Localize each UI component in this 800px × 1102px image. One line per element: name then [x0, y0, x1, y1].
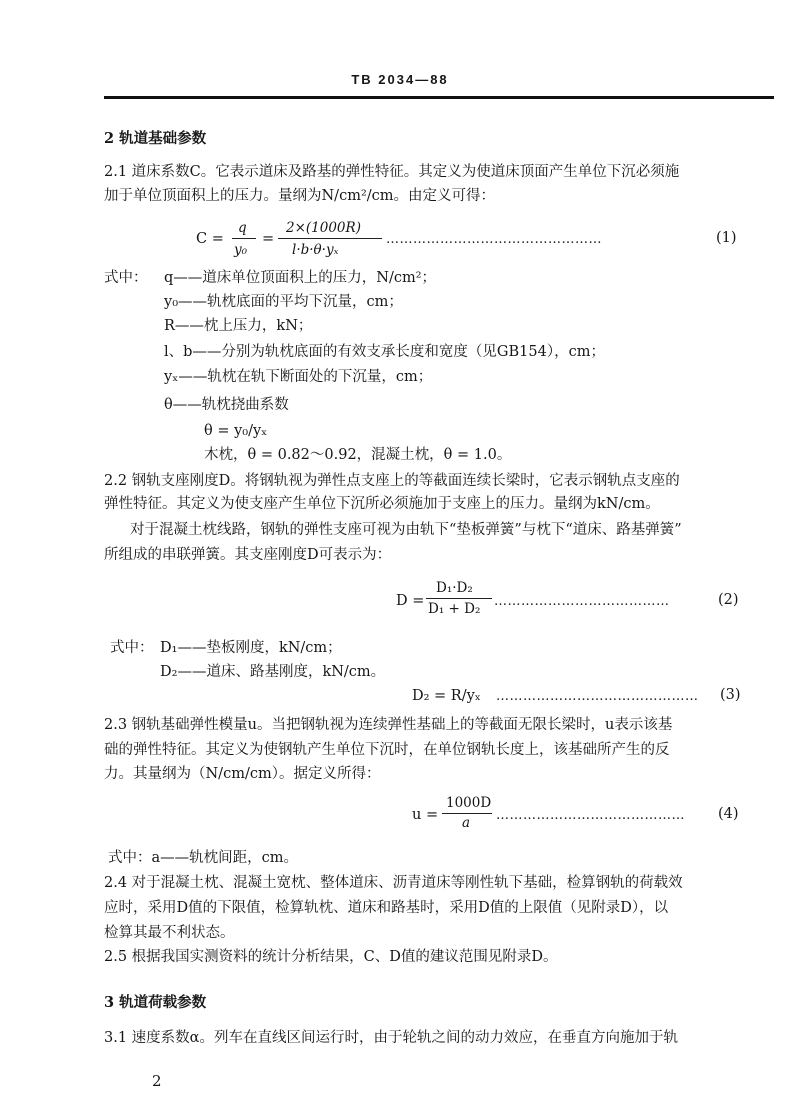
- eq4-denominator: a: [462, 815, 471, 831]
- eq2-denominator: D₁ + D₂: [428, 601, 481, 617]
- where-1-item-6: θ——轨枕挠曲系数: [164, 397, 289, 413]
- eq1-fraction-bar-1: [232, 238, 256, 239]
- para-2-2-line-2: 弹性特征。其定义为使支座产生单位下沉所必须施加于支座上的压力。量纲为kN/cm。: [104, 496, 660, 512]
- eq2-numerator: D₁·D₂: [436, 580, 473, 596]
- eq4-number: (4): [718, 806, 739, 822]
- para-2-5: 2.5 根据我国实测资料的统计分析结果，C、D值的建议范围见附录D。: [104, 949, 558, 965]
- para-2-4-line-2: 应时，采用D值的下限值，检算轨枕、道床和路基时，采用D值的上限值（见附录D），以: [104, 900, 669, 916]
- para-2-4-line-1: 2.4 对于混凝土枕、混凝土宽枕、整体道床、沥青道床等刚性轨下基础，检算钢轨的荷载效: [104, 875, 683, 891]
- where-1-item-2: y₀——轨枕底面的平均下沉量，cm；: [164, 294, 403, 310]
- eq2-number: (2): [718, 592, 739, 608]
- where-1-item-1: q——道床单位顶面积上的压力，N/cm²；: [164, 270, 437, 286]
- eq4-fraction-bar: [442, 813, 492, 814]
- para-2-2-line-3: 对于混凝土枕线路，钢轨的弹性支座可视为由轨下“垫板弹簧”与枕下“道床、路基弹簧”: [130, 522, 682, 538]
- eq2-fraction-bar: [426, 598, 492, 599]
- eq1-lhs: C =: [196, 231, 224, 247]
- eq1-denominator-1: y₀: [234, 242, 248, 258]
- where-1-item-3: R——枕上压力，kN；: [164, 318, 313, 334]
- eq1-numerator-2: 2×(1000R): [286, 220, 361, 236]
- eq2-lhs: D =: [396, 593, 425, 609]
- para-2-2-line-1: 2.2 钢轨支座刚度D。将钢轨视为弹性点支座上的等截面连续长梁时，它表示钢轨点支座的: [104, 473, 680, 489]
- where-2-item-2: D₂——道床、路基刚度，kN/cm。: [160, 664, 386, 680]
- eq4-leader-dots: ……………………………………: [496, 808, 685, 823]
- section-3-title: 3 轨道荷载参数: [104, 994, 207, 1011]
- page-number: 2: [152, 1072, 162, 1090]
- where-1-item-5: yₓ——轨枕在轨下断面处的下沉量，cm；: [164, 369, 433, 385]
- para-2-3-line-3: 力。其量纲为（N/cm/cm）。据定义所得：: [104, 766, 381, 782]
- para-2-1-line-1: 2.1 道床系数C。它表示道床及路基的弹性特征。其定义为使道床顶面产生单位下沉必须施: [104, 164, 680, 180]
- section-2-title: 2 轨道基础参数: [104, 130, 207, 147]
- para-2-3-line-2: 础的弹性特征。其定义为使钢轨产生单位下沉时，在单位钢轨长度上，该基础所产生的反: [104, 742, 670, 758]
- where-3: 式中：a——轨枕间距，cm。: [108, 850, 299, 866]
- eq3-number: (3): [720, 687, 741, 703]
- eq1-equals: =: [262, 231, 275, 247]
- para-2-2-line-4: 所组成的串联弹簧。其支座刚度D可表示为：: [104, 547, 392, 563]
- eq3-expression: D₂ = R/yₓ: [412, 688, 481, 704]
- running-header: TB 2034—88: [351, 72, 449, 87]
- para-2-1-line-2: 加于单位顶面积上的压力。量纲为N/cm²/cm。由定义可得：: [104, 188, 496, 204]
- header-rule: [104, 96, 774, 99]
- eq1-numerator-1: q: [238, 220, 247, 236]
- para-2-4-line-3: 检算其最不利状态。: [104, 925, 235, 941]
- where-label-1: 式中：: [104, 270, 148, 286]
- para-3-1-line-1: 3.1 速度系数α。列车在直线区间运行时，由于轮轨之间的动力效应，在垂直方向施加于轨: [104, 1030, 678, 1046]
- para-2-3-line-1: 2.3 钢轨基础弹性模量u。当把钢轨视为连续弹性基础上的等截面无限长梁时，u表示该基: [104, 717, 673, 733]
- eq1-denominator-2: l·b·θ·yₓ: [292, 242, 339, 258]
- where-2-item-1: D₁——垫板刚度，kN/cm；: [160, 640, 342, 656]
- where-1-item-4: l、b——分别为轨枕底面的有效支承长度和宽度（见GB154），cm；: [164, 344, 605, 360]
- eq2-leader-dots: …………………………………: [494, 594, 670, 609]
- eq4-numerator: 1000D: [446, 795, 492, 811]
- eq1-number: (1): [716, 230, 737, 246]
- eq1-leader-dots: …………………………………………: [386, 232, 602, 247]
- where-1-item-8: 木枕，θ = 0.82～0.92，混凝土枕，θ = 1.0。: [204, 447, 512, 463]
- eq3-leader-dots: ………………………………………: [496, 689, 699, 704]
- where-label-2: 式中：: [110, 640, 154, 656]
- eq4-lhs: u =: [412, 807, 439, 823]
- eq1-fraction-bar-2: [278, 238, 382, 239]
- where-1-item-7: θ = y₀/yₓ: [204, 423, 268, 439]
